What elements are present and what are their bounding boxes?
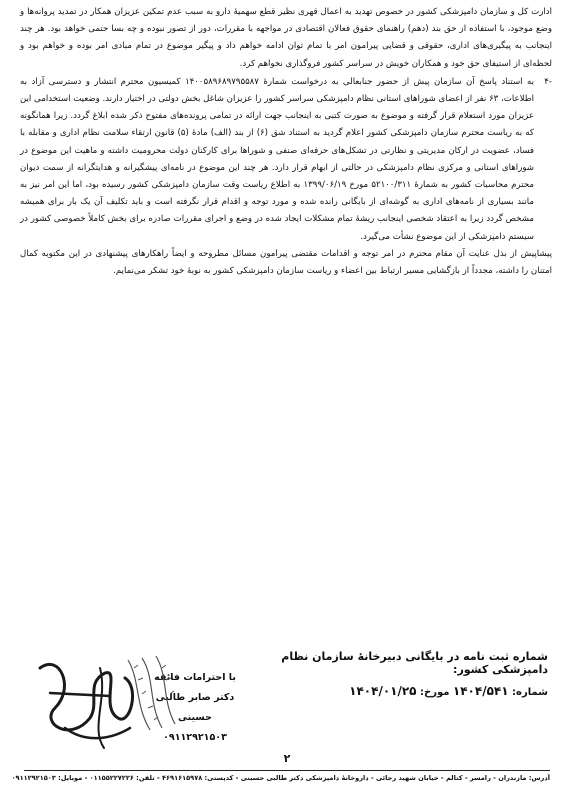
item-number: -۴ bbox=[544, 76, 552, 87]
date-value: ۱۴۰۴/۰۱/۲۵ bbox=[349, 684, 417, 698]
number-value: ۱۴۰۴/۵۴۱ bbox=[452, 684, 509, 698]
paragraph-opening bbox=[20, 4, 552, 73]
registration-title: شماره ثبت نامه در بایگانی دبیرخانهٔ سازمان نظام دامپزشکی کشور: bbox=[281, 650, 548, 676]
regards-text: با احترامات فائقه bbox=[154, 672, 236, 683]
signature-stamp-area bbox=[30, 648, 250, 768]
letterhead-footer: آدرس: مازندران - رامسر - کتالم - خیابان شهید رجائی - داروخانهٔ دامپزشکی دکتر طالبی حسینی - کدپستی: ۴۶۹۱۶۱۵۹۷۸ - تلفن: ۰۱۱۵۵۲۲۷۲۲۶ - موبایل: ۰۹۱۱۲۹۲۱۵۰۳ bbox=[24, 770, 550, 782]
signer-name: دکتر صابر طالبی حسینی bbox=[155, 692, 235, 723]
paragraph-text: ادارت کل و سازمان دامپزشکی کشور در خصوص تهدید به اعمال قهری نظیر قطع سهمیهٔ دارو به سبب عدم تمکین عزیزان همکار در تمدید پروانه‌ها و وضع موجود، با استفاده از حق بند (دهم) راهنمای حقوق فعالان اقتصادی در مواجهه با مقررات، دور از تصور نبوده و چه بسا حتمی خواهد بود. هر چند اینجانب به پیگیری‌های اداری، حقوقی و قضایی پیرامون امر با تمام توان ادامه خواهم داد و پیگیر موضوع در تمام مبادی امر بوده و خواهم بود و لحظه‌ای از استیفای حق خود و همکاران خویش در سراسر کشور فروگذاری نخواهم کرد. bbox=[20, 7, 552, 69]
registration-number-line bbox=[238, 684, 548, 698]
registration-block bbox=[238, 650, 548, 698]
numbered-item-4 bbox=[20, 74, 552, 246]
date-label: مورخ: bbox=[419, 687, 450, 698]
page-number: ۲ bbox=[283, 752, 291, 765]
stamp-icon bbox=[120, 650, 190, 740]
signer-phone: ۰۹۱۱۲۹۲۱۵۰۳ bbox=[163, 732, 227, 743]
letter-body bbox=[20, 4, 552, 280]
number-label: شماره: bbox=[512, 687, 548, 698]
paragraph-closing bbox=[20, 246, 552, 280]
paragraph-text: پیشاپیش از بذل عنایت آن مقام محترم در امر توجه و اقدامات مقتضی پیرامون مسائل مطروحه و ایضاً راهکارهای پیشنهادی در این مکتوبه کمال امتنان را داشته، مجدداً از بازگشایی مسیر ارتباط بین اعضاء و ریاست سازمان دامپزشکی کشور به نوبهٔ خود تشکر می‌نمایم. bbox=[20, 248, 552, 277]
item-text: به استناد پاسخ آن سازمان پیش از حضور جنابعالی به درخواست شمارهٔ ۱۴۰۰۵۸۹۶۸۹۷۹۵۵۸۷ کمیسیون محترم انتشار و دسترسی آزاد به اطلاعات، ۶۳ نفر از اعضای شوراهای استانی نظام دامپزشکی سراسر کشور را عزیزان شاغل بخش دولتی در اختیار دارند. وضعیت استخدامی این عزیزان مورد استعلام قرار گرفته و موضوع به صورت کتبی به اینجانب جهت ارائه در تمامی پرونده‌های مفتوح ذکر شده ابلاغ گردد. زیرا همانگونه که به ریاست محترم سازمان دامپزشکی کشور اعلام گردید به استناد شق (۶) از بند (الف) مادهٔ (۵) قانون ارتقاء سلامت نظام اداری و مقابله با فساد، عضویت در ارکان مدیریتی و نظارتی در تشکل‌های حرفه‌ای صنفی و شوراها برای کارکنان دولت محرومیت داشته و ماهیت این موضوع در شوراهای استانی و مرکزی نظام دامپزشکی در حالتی از ابهام قرار دارد. هر چند این موضوع در نامه‌ای پیشگیرانه و هدایتگرانه از سمت دیوان محترم محاسبات کشور به شمارهٔ ۵۲۱۰۰/۳۱۱ مورخ ۱۳۹۹/۰۶/۱۹ به اطلاع ریاست وقت سازمان دامپزشکی کشور رسیده بود، اما این امر نیز به مانند بسیاری از نامه‌های اداری به گوشه‌ای از بایگانی رانده شده و مورد توجه و اقدام قرار نگرفته است و باید تکلیف آن یک بار برای همیشه مشخص گردد زیرا به اعتقاد شخصی اینجانب ریشهٔ تمام مشکلات ایجاد شده در وضع و اجرای مقررات صادره برای بخش کاملاً خصوصی کشور در سیستم دامپزشکی از این موضوع نشأت می‌گیرد. bbox=[20, 76, 535, 242]
